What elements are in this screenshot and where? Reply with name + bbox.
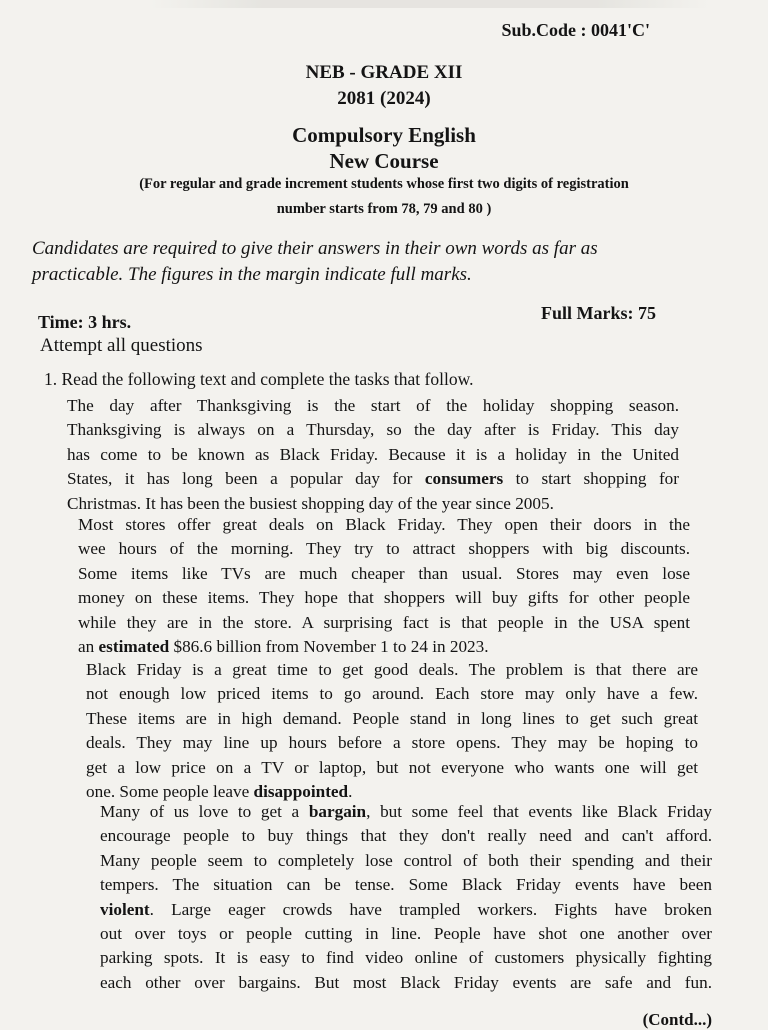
text-line: not enough low priced items to go around. Each store may only have a few. (86, 684, 698, 704)
text-line: Most stores offer great deals on Black Friday. They open their doors in the (78, 515, 690, 534)
course-title: New Course (329, 149, 439, 173)
text-line: Many people seem to completely lose control of both their spending and their (100, 850, 712, 870)
text-line: violent. Large eager crowds have trampled workers. Fights have broken (100, 899, 712, 919)
bold-word: estimated (98, 637, 170, 657)
time-allowed: Time: 3 hrs. (38, 312, 132, 332)
text-line: out over toys or people cutting in line. People have shot one another over (100, 924, 712, 944)
text-line: one. Some people leave disappointed. (86, 782, 353, 802)
instruction-line: practicable. The figures in the margin indicate full marks. (32, 264, 472, 285)
exam-year: 2081 (2024) (337, 88, 431, 109)
text-line: encourage people to buy things that they don't really need and can't afford. (100, 826, 712, 846)
text-line: Thanksgiving is always on a Thursday, so the day after is Friday. This day (67, 420, 679, 440)
scan-artifact (150, 0, 710, 8)
bold-word: bargain (308, 802, 367, 821)
text-line: States, it has long been a popular day for consumers to start shopping for (67, 469, 680, 489)
subject-title: Compulsory English (292, 123, 476, 147)
text-line: The day after Thanksgiving is the start of the holiday shopping season. (67, 396, 679, 415)
candidate-instructions (32, 236, 672, 288)
text-line: money on these items. They hope that shoppers will buy gifts for other people (78, 588, 690, 608)
text-line: Some items like TVs are much cheaper than usual. Stores may even lose (78, 563, 690, 583)
passage-paragraph-2 (78, 513, 690, 659)
text-line: wee hours of the morning. They try to attract shoppers with big discounts. (78, 539, 690, 559)
passage-paragraph-1 (67, 394, 679, 516)
text-line: get a low price on a TV or laptop, but not everyone who wants one will get (86, 757, 698, 777)
full-marks: Full Marks: 75 (541, 303, 656, 323)
text-line: tempers. The situation can be tense. Some Black Friday events have been (100, 875, 712, 895)
text-line: Christmas. It has been the busiest shopping day of the year since 2005. (67, 493, 554, 513)
text-line: while they are in the store. A surprising fact is that people in the USA spent (78, 612, 690, 632)
text-line: parking spots. It is easy to find video online of customers physically fighting (100, 948, 712, 968)
passage-paragraph-4 (100, 800, 712, 995)
text-line: an estimated $86.6 billion from November 1 to 24 in 2023. (78, 637, 489, 657)
passage-paragraph-3 (86, 658, 698, 804)
bold-word: consumers (424, 469, 504, 489)
bold-word: disappointed (253, 782, 349, 802)
text-line: has come to be known as Black Friday. Because it is a holiday in the United (67, 444, 679, 464)
bold-word: violent (100, 899, 150, 919)
continued-marker: (Contd...) (642, 1010, 712, 1029)
text-line: each other over bargains. But most Black Friday events are safe and fun. (100, 972, 712, 992)
text-line: Black Friday is a great time to get good deals. The problem is that there are (86, 660, 698, 679)
subject-code: Sub.Code : 0041'C' (501, 20, 650, 40)
text-line: deals. They may line up hours before a store opens. They may be hoping to (86, 733, 698, 753)
attempt-instruction: Attempt all questions (40, 335, 203, 356)
question-1-prompt: 1. Read the following text and complete the tasks that follow. (44, 369, 474, 389)
text-line: These items are in high demand. People stand in long lines to get such great (86, 708, 698, 728)
eligibility-note-line2: number starts from 78, 79 and 80 ) (276, 201, 492, 217)
text-line: Many of us love to get a bargain, but some feel that events like Black Friday (100, 802, 712, 821)
eligibility-note-line1: (For regular and grade increment students whose first two digits of registration (139, 176, 629, 192)
exam-board: NEB - GRADE XII (305, 62, 463, 83)
instruction-line: Candidates are required to give their answers in their own words as far as (32, 238, 598, 259)
